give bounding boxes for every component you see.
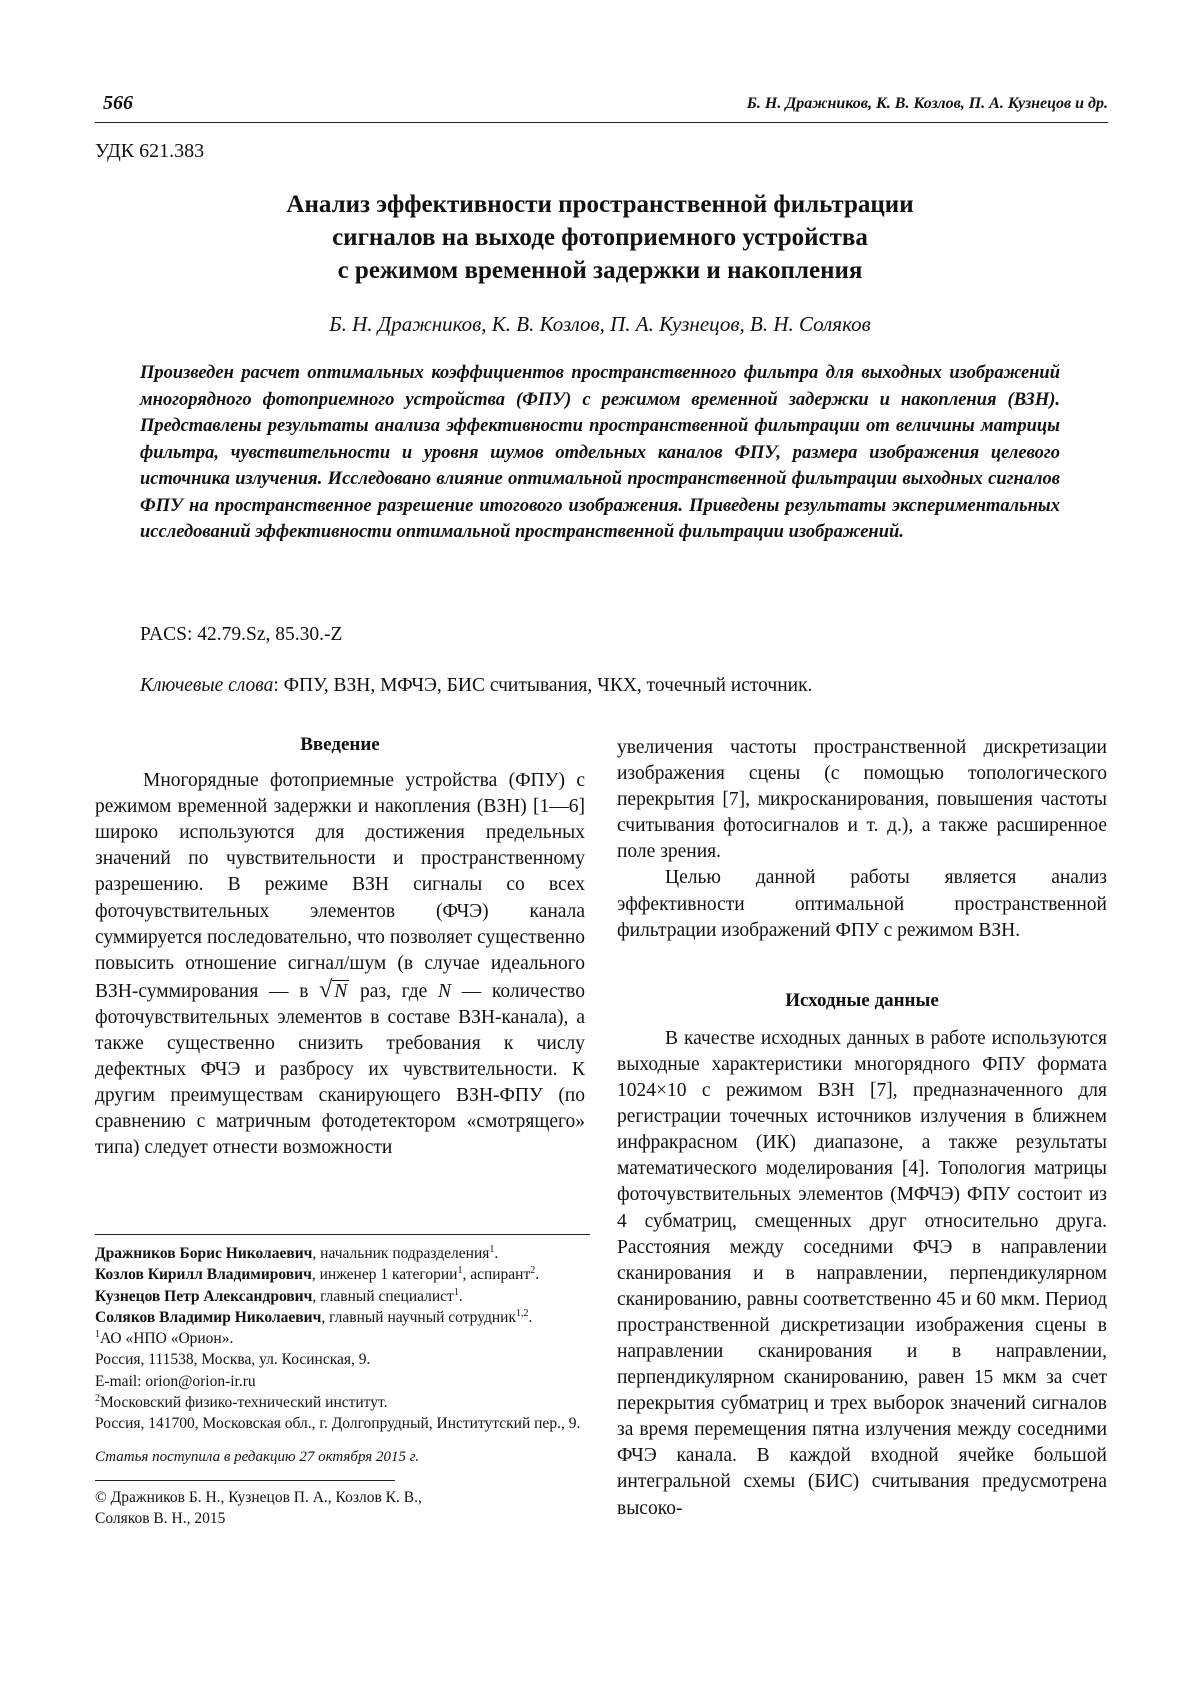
intro-paragraph-1 — [95, 768, 585, 1161]
footnote-role: , инженер 1 категории — [311, 1266, 458, 1284]
intro-text-b: раз, где — [349, 980, 438, 1002]
footnote-sup: 1 — [457, 1265, 463, 1277]
title-line-3: с режимом временной задержки и накопления — [337, 257, 863, 284]
title-line-2: сигналов на выходе фотоприемного устройства — [332, 224, 868, 251]
footnote-sup: 1 — [453, 1286, 459, 1298]
footnote-author-4: Соляков Владимир Николаевич, главный научный сотрудник$^{1,2}$. — [95, 1307, 533, 1326]
right-column — [617, 735, 1107, 1522]
source-data-paragraph-1: В качестве исходных данных в работе используются выходные характеристики многорядного ФПУ формата 1024×10 с режимом ВЗН [7], предназначенного для регистрации точечных источников излучения в ближнем инфракрасном (ИК) диапазоне, а также результаты математического моделирования [4]. Топология матрицы фоточувствительных элементов (МФЧЭ) ФПУ состоит из 4 субматриц, смещенных друг относительно друга. Расстояния между соседними ФЧЭ в направлении сканирования и в направлении, перпендикулярном сканированию, равны соответственно 45 и 60 мкм. Период пространственной дискретизации изображения сцены в направлении сканирования и в направлении, перпендикулярном сканированию, равен 15 мкм за счет перекрытия субматриц и трех выборок значений сигналов за время перемещения пятна излучения между соседними ФЧЭ канала. В каждой входной ячейке большой интегральной схемы (БИС) считывания предусмотрена высоко- — [617, 1027, 1107, 1519]
affiliation-1 — [95, 1328, 585, 1349]
keywords-label: Ключевые слова — [140, 675, 274, 696]
author-footnotes — [95, 1243, 585, 1530]
intro-heading: Введение — [300, 734, 380, 755]
copyright-line-1: © Дражников Б. Н., Кузнецов П. А., Козлов К. В., — [95, 1488, 422, 1506]
pacs-codes: PACS: 42.79.Sz, 85.30.-Z — [140, 624, 343, 645]
footnote-name: Козлов Кирилл Владимирович — [95, 1266, 312, 1284]
intro-paragraph-2: Целью данной работы является анализ эффективности оптимальной пространственной фильтрации изображений ФПУ с режимом ВЗН. — [617, 867, 1107, 941]
footnote-sup: 2 — [530, 1265, 536, 1277]
affiliation-2-address: Россия, 141700, Московская обл., г. Долгопрудный, Институтский пер., 9. — [95, 1415, 581, 1433]
sqrt-symbol: √ — [319, 976, 333, 1003]
affiliation-name: Московский физико-технический институт. — [100, 1394, 388, 1412]
footnote-sup: 2 — [95, 1392, 100, 1404]
footnote-role: , главный специалист — [312, 1287, 454, 1305]
affiliation-1-email[interactable]: E-mail: orion@orion-ir.ru — [95, 1372, 256, 1390]
footnote-divider — [95, 1234, 590, 1235]
footnote-name: Соляков Владимир Николаевич — [95, 1308, 322, 1326]
footnote-author-2: Козлов Кирилл Владимирович, инженер 1 категории$^1$, аспирант$^2$. — [95, 1265, 540, 1284]
sqrt-n-formula — [319, 976, 349, 1003]
footnote-sup: 1 — [489, 1243, 495, 1255]
udk-code: УДК 621.383 — [95, 140, 205, 162]
sqrt-radicand: N — [334, 980, 348, 1002]
keywords — [140, 675, 812, 697]
running-header-authors: Б. Н. Дражников, К. В. Козлов, П. А. Кузнецов и др. — [746, 95, 1108, 112]
n-variable: N — [437, 980, 451, 1002]
copyright-line-2: Соляков В. Н., 2015 — [95, 1510, 226, 1528]
footnote-author-1: Дражников Борис Николаевич, начальник подразделения$^1$. — [95, 1243, 499, 1262]
footnote-role: , начальник подразделения — [312, 1245, 490, 1262]
abstract: Произведен расчет оптимальных коэффициентов пространственного фильтра для выходных изображений многорядного фотоприемного устройства (ФПУ) с режимом временной задержки и накопления (ВЗН). Представлены результаты анализа эффективности пространственной фильтрации от величины матрицы фильтра, чувствительности и уровня шумов отдельных каналов ФПУ, размера изображения целевого источника излучения. Исследовано влияние оптимальной пространственной фильтрации выходных сигналов ФПУ на пространственное разрешение итогового изображения. Приведены результаты экспериментальных исследований эффективности оптимальной пространственной фильтрации изображений. — [140, 363, 1060, 542]
footnote-sup: 1 — [95, 1329, 100, 1341]
source-data-heading: Исходные данные — [785, 989, 939, 1011]
footnote-role: , аспирант — [462, 1266, 531, 1284]
affiliation-1-address: Россия, 111538, Москва, ул. Косинская, 9. — [95, 1351, 371, 1369]
footnote-author-3: Кузнецов Петр Александрович, главный специалист$^1$. — [95, 1286, 463, 1305]
left-column — [95, 732, 585, 1162]
page-number: 566 — [103, 92, 133, 114]
running-header — [95, 92, 1108, 123]
copyright-divider — [95, 1480, 395, 1481]
footnote-sup: 1,2 — [516, 1307, 529, 1319]
intro-text-a: Многорядные фотоприемные устройства (ФПУ) с режимом временной задержки и накопления (ВЗН) [1—6] широко используются для достижения предельных значений по чувствительности и пространственному разрешению. В режиме ВЗН сигналы со всех фоточувствительных элементов (ФЧЭ) канала суммируется последовательно, что позволяет существенно повысить отношение сигнал/шум (в случае идеального ВЗН-суммирования — в — [95, 770, 585, 1002]
received-date: Статья поступила в редакцию 27 октября 2015 г. — [95, 1448, 420, 1465]
footnote-name: Кузнецов Петр Александрович — [95, 1287, 313, 1305]
footnote-name: Дражников Борис Николаевич — [95, 1245, 313, 1262]
intro-text-c: — количество фоточувствительных элементов в составе ВЗН-канала), а также существенно снизить требования к числу дефектных ФЧЭ и разбросу их чувствительности. К другим преимуществам сканирующего ВЗН-ФПУ (по сравнению с матричным фотодетектором «смотрящего» типа) следует отнести возможности — [95, 980, 585, 1159]
intro-paragraph-1-continued: увеличения частоты пространственной дискретизации изображения сцены (с помощью топологического перекрытия [7], микросканирования, повышения частоты считывания фотосигналов и т. д.), а также расширенное поле зрения. — [617, 737, 1107, 863]
footnote-role: , главный научный сотрудник — [321, 1308, 516, 1326]
article-title — [100, 188, 1100, 287]
title-line-1: Анализ эффективности пространственной фильтрации — [286, 191, 914, 218]
keywords-text: : ФПУ, ВЗН, МФЧЭ, БИС считывания, ЧКХ, точечный источник. — [273, 675, 813, 696]
affiliation-2 — [95, 1392, 585, 1413]
affiliation-name: АО «НПО «Орион». — [100, 1330, 234, 1348]
author-list: Б. Н. Дражников, К. В. Козлов, П. А. Кузнецов, В. Н. Соляков — [329, 312, 871, 336]
